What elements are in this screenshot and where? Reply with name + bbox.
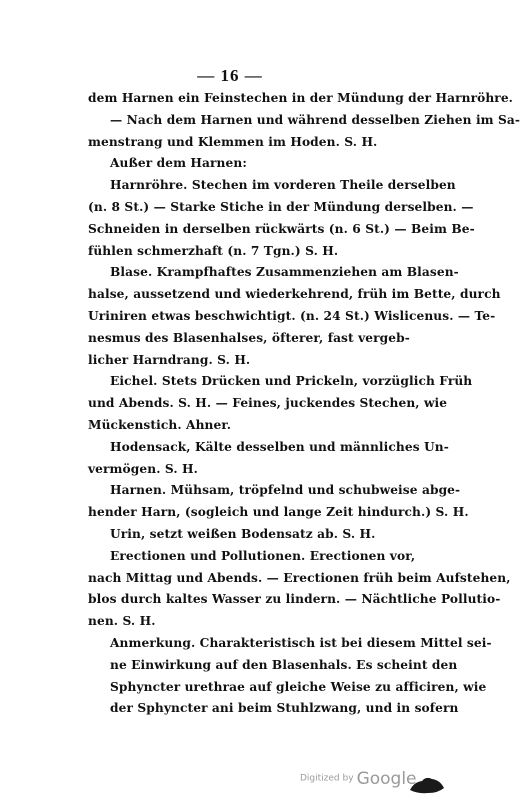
text-line: nen. S. H. [88, 614, 156, 629]
text-line: vermögen. S. H. [88, 461, 199, 476]
text-line: licher Harndrang. S. H. [88, 352, 251, 367]
text-line: Anmerkung. Charakteristisch ist bei diesem Mittel sei- [110, 635, 492, 650]
body-text [88, 88, 520, 720]
text-line: Eichel. Stets Drücken und Prickeln, vorzüglich Früh [110, 374, 473, 389]
digitized-watermark [300, 768, 417, 789]
text-line: Schneiden in derselben rückwärts (n. 6 St.) — Beim Be- [88, 221, 475, 236]
text-line: Harnen. Mühsam, tröpfelnd und schubweise abge- [110, 483, 461, 498]
section-heading: Außer dem Harnen: [110, 156, 247, 171]
text-line: ne Einwirkung auf den Blasenhals. Es scheint den [110, 657, 458, 672]
text-line: Sphyncter urethrae auf gleiche Weise zu afficiren, wie [110, 679, 487, 694]
text-line: halse, aussetzend und wiederkehrend, früh im Bette, durch [88, 287, 501, 302]
text-line: nesmus des Blasenhalses, öfterer, fast vergeb- [88, 330, 410, 345]
text-line: und Abends. S. H. — Feines, juckendes Stechen, wie [88, 396, 448, 411]
text-line: dem Harnen ein Feinstechen in der Mündung der Harnröhre. [88, 91, 514, 105]
digitized-label: Digitized by [300, 773, 354, 784]
text-line: menstrang und Klemmen im Hoden. S. H. [88, 134, 378, 149]
text-line: fühlen schmerzhaft (n. 7 Tgn.) S. H. [88, 243, 339, 258]
page-number: — 16 — [197, 66, 263, 85]
text-line: blos durch kaltes Wasser zu lindern. — Nächtliche Pollutio- [88, 592, 501, 607]
library-stamp-icon [408, 774, 446, 800]
text-line: Blase. Krampfhaftes Zusammenziehen am Blasen- [110, 265, 459, 280]
text-line: — Nach dem Harnen und während desselben Ziehen im Sa- [110, 112, 520, 127]
google-wordmark: Google [356, 768, 417, 789]
text-line: Erectionen und Pollutionen. Erectionen vor, [110, 548, 416, 563]
text-line: Urin, setzt weißen Bodensatz ab. S. H. [110, 526, 376, 541]
text-line: Harnröhre. Stechen im vorderen Theile derselben [110, 178, 456, 193]
text-line: hender Harn, (sogleich und lange Zeit hindurch.) S. H. [88, 505, 469, 520]
text-line: (n. 8 St.) — Starke Stiche in der Mündung derselben. — [88, 199, 474, 214]
text-line: nach Mittag und Abends. — Erectionen früh beim Aufstehen, [88, 570, 511, 585]
text-line: Hodensack, Kälte desselben und männliches Un- [110, 439, 449, 454]
text-line: Mückenstich. Ahner. [88, 417, 232, 432]
text-line: Uriniren etwas beschwichtigt. (n. 24 St.) Wislicenus. — Te- [88, 308, 496, 323]
text-line: der Sphyncter ani beim Stuhlzwang, und in sofern [110, 701, 459, 716]
